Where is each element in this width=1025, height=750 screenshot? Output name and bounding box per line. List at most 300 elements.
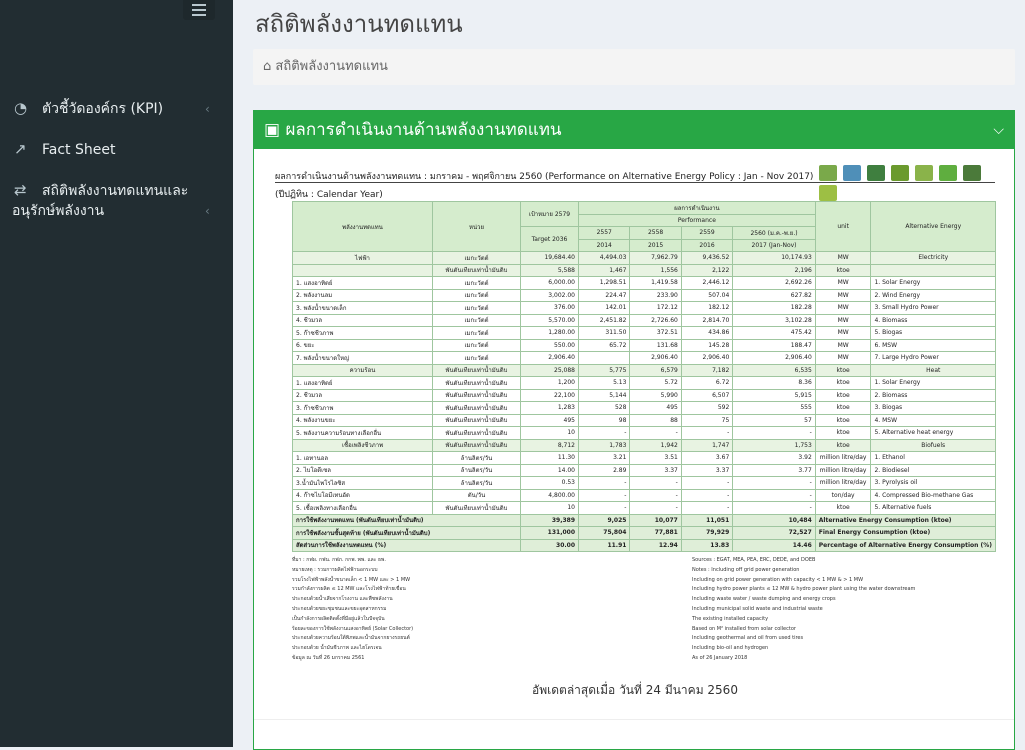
total-row: [293, 539, 996, 552]
table-cell: 5.72: [630, 377, 681, 390]
table-cell: 2. ไบโอดีเซล: [293, 464, 433, 477]
col-target: เป้าหมาย 2579: [521, 202, 579, 227]
table-cell: พันตันเทียบเท่าน้ำมันดิบ: [433, 439, 521, 452]
biomass-icon: [891, 165, 909, 181]
performance-table: [292, 201, 996, 552]
table-cell: 1,200: [521, 377, 579, 390]
table-cell: 188.47: [733, 339, 816, 352]
table-cell: 5,915: [733, 389, 816, 402]
table-cell: 0.53: [521, 477, 579, 490]
note-line: รวมโรงไฟฟ้าพลังน้ำขนาดเล็ก < 1 MW และ > 1 MW: [292, 576, 411, 583]
sidebar-item-fact-sheet[interactable]: ↗ Fact Sheet: [14, 140, 116, 158]
table-cell: พันตันเทียบเท่าน้ำมันดิบ: [433, 264, 521, 277]
table-cell: 182.12: [681, 302, 732, 315]
table-row: [293, 277, 996, 290]
col-performance: Performance: [579, 214, 816, 227]
table-cell: 4. Compressed Bio-methane Gas: [871, 489, 996, 502]
col-unit: unit: [815, 202, 871, 252]
table-cell: 88: [630, 414, 681, 427]
sidebar-item-kpi[interactable]: ◔ ตัวชี้วัดองค์กร (KPI) ‹: [14, 99, 210, 117]
table-cell: million litre/day: [815, 464, 871, 477]
table-cell: 528: [579, 402, 630, 415]
table-cell: -: [630, 489, 681, 502]
col-year: 2559: [681, 227, 732, 240]
table-cell: 8.36: [733, 377, 816, 390]
table-cell: 2. ชีวมวล: [293, 389, 433, 402]
biogas-icon: [915, 165, 933, 181]
table-row: [293, 389, 996, 402]
table-cell: 5,144: [579, 389, 630, 402]
notes-english: [692, 556, 992, 664]
table-row: [293, 314, 996, 327]
table-cell: -: [733, 502, 816, 515]
report-subtitle: (ปีปฏิทิน : Calendar Year): [275, 190, 383, 200]
table-cell: 9,025: [579, 514, 630, 527]
table-cell: ktoe: [815, 502, 871, 515]
table-cell: MW: [815, 277, 871, 290]
table-cell: การใช้พลังงานขั้นสุดท้าย (พันตันเทียบเท่าน้ำมันดิบ): [293, 527, 521, 540]
table-cell: -: [630, 502, 681, 515]
table-cell: 5. Biogas: [871, 327, 996, 340]
table-cell: -: [630, 427, 681, 440]
table-cell: MW: [815, 252, 871, 265]
table-cell: 592: [681, 402, 732, 415]
table-cell: 131.68: [630, 339, 681, 352]
table-cell: 3. Pyrolysis oil: [871, 477, 996, 490]
table-cell: 10,174.93: [733, 252, 816, 265]
exchange-icon: ⇄: [14, 181, 27, 199]
table-cell: 75: [681, 414, 732, 427]
table-cell: 2. Biomass: [871, 389, 996, 402]
table-cell: -: [681, 427, 732, 440]
table-row: [293, 477, 996, 490]
breadcrumb-item[interactable]: สถิติพลังงานทดแทน: [275, 59, 388, 74]
table-cell: 3,002.00: [521, 289, 579, 302]
table-cell: 5. เชื้อเพลิงทางเลือกอื่น: [293, 502, 433, 515]
col-result: ผลการดำเนินงาน: [579, 202, 816, 215]
table-cell: 19,684.40: [521, 252, 579, 265]
report-title: ผลการดำเนินงานด้านพลังงานทดแทน : มกราคม - พฤศจิกายน 2560 (Performance on Alternative Energy Policy : Jan - Nov 2017): [275, 172, 814, 182]
table-cell: -: [579, 502, 630, 515]
table-cell: 4. Biomass: [871, 314, 996, 327]
table-cell: 7,962.79: [630, 252, 681, 265]
chevron-left-icon: ‹: [205, 204, 210, 218]
table-cell: 2. Wind Energy: [871, 289, 996, 302]
col-alt: Alternative Energy: [871, 202, 996, 252]
table-cell: 65.72: [579, 339, 630, 352]
table-cell: -: [579, 427, 630, 440]
table-cell: MW: [815, 314, 871, 327]
table-cell: 4,494.03: [579, 252, 630, 265]
table-cell: 3. Small Hydro Power: [871, 302, 996, 315]
fuel-icon: [819, 185, 837, 201]
recycle-icon: [939, 165, 957, 181]
table-cell: เมกะวัตต์: [433, 252, 521, 265]
table-cell: เมกะวัตต์: [433, 314, 521, 327]
table-cell: 3.37: [630, 464, 681, 477]
table-cell: 5. พลังงานความร้อนทางเลือกอื่น: [293, 427, 433, 440]
table-cell: 5. Alternative heat energy: [871, 427, 996, 440]
col-target-en: Target 2036: [521, 227, 579, 252]
table-cell: 5,588: [521, 264, 579, 277]
table-row: [293, 377, 996, 390]
table-cell: million litre/day: [815, 452, 871, 465]
table-cell: 12.94: [630, 539, 681, 552]
table-cell: 6,535: [733, 364, 816, 377]
table-cell: 2,906.40: [681, 352, 732, 365]
table-cell: 6. ขยะ: [293, 339, 433, 352]
table-cell: 2,446.12: [681, 277, 732, 290]
table-cell: 627.82: [733, 289, 816, 302]
table-cell: 3. ก๊าซชีวภาพ: [293, 402, 433, 415]
table-cell: 6.72: [681, 377, 732, 390]
col-year: 2558: [630, 227, 681, 240]
table-cell: 6. MSW: [871, 339, 996, 352]
table-cell: 372.51: [630, 327, 681, 340]
table-row: [293, 464, 996, 477]
table-row: [293, 502, 996, 515]
table-cell: 434.86: [681, 327, 732, 340]
table-row: [293, 339, 996, 352]
table-cell: 3.51: [630, 452, 681, 465]
table-cell: ktoe: [815, 364, 871, 377]
table-cell: 8,712: [521, 439, 579, 452]
table-cell: ktoe: [815, 414, 871, 427]
table-cell: -: [681, 489, 732, 502]
col-energy: พลังงานทดแทน: [293, 202, 433, 252]
energy-icons: [819, 165, 999, 205]
table-cell: ล้านลิตร/วัน: [433, 477, 521, 490]
table-cell: -: [630, 477, 681, 490]
table-cell: เชื้อเพลิงชีวภาพ: [293, 439, 433, 452]
table-row: [293, 364, 996, 377]
table-row: [293, 327, 996, 340]
performance-report-image: [272, 163, 999, 698]
table-cell: 1,419.58: [630, 277, 681, 290]
table-cell: 311.50: [579, 327, 630, 340]
table-cell: 75,804: [579, 527, 630, 540]
table-cell: 10: [521, 502, 579, 515]
note-line: Including municipal solid waste and industrial waste: [692, 605, 823, 612]
note-line: Including on grid power generation with capacity < 1 MW & > 1 MW: [692, 576, 864, 583]
table-cell: 10: [521, 427, 579, 440]
table-cell: 25,088: [521, 364, 579, 377]
table-cell: 98: [579, 414, 630, 427]
table-cell: 6,579: [630, 364, 681, 377]
table-cell: พันตันเทียบเท่าน้ำมันดิบ: [433, 377, 521, 390]
table-cell: Biofuels: [871, 439, 996, 452]
table-cell: 2,906.40: [521, 352, 579, 365]
note-line: ประกอบด้วยขยะชุมชนและขยะอุตสาหกรรม: [292, 605, 387, 612]
table-row: [293, 252, 996, 265]
table-cell: 131,000: [521, 527, 579, 540]
note-line: Including hydro power plants ≤ 12 MW & hydro power plant using the water downstream: [692, 586, 916, 593]
table-cell: -: [733, 477, 816, 490]
table-cell: Alternative Energy Consumption (ktoe): [815, 514, 995, 527]
line-chart-icon: ↗: [14, 140, 27, 158]
total-row: [293, 527, 996, 540]
table-cell: ktoe: [815, 389, 871, 402]
note-line: Notes : Including off grid power generation: [692, 566, 800, 573]
table-cell: 5. Alternative fuels: [871, 502, 996, 515]
table-cell: 2,692.26: [733, 277, 816, 290]
table-cell: 182.28: [733, 302, 816, 315]
solar-icon: [819, 165, 837, 181]
gift-icon: ▣: [264, 120, 281, 140]
table-cell: สัดส่วนการใช้พลังงานทดแทน (%): [293, 539, 521, 552]
table-cell: 2,814.70: [681, 314, 732, 327]
table-cell: -: [733, 489, 816, 502]
table-cell: 7. Large Hydro Power: [871, 352, 996, 365]
table-cell: 1. Solar Energy: [871, 277, 996, 290]
table-cell: ตัน/วัน: [433, 489, 521, 502]
breadcrumb: [253, 49, 1015, 85]
note-line: Based on M² installed from solar collector: [692, 625, 796, 632]
table-cell: 3,102.28: [733, 314, 816, 327]
table-cell: 11,051: [681, 514, 732, 527]
table-cell: 1,467: [579, 264, 630, 277]
table-row: [293, 402, 996, 415]
table-row: [293, 302, 996, 315]
home-icon[interactable]: ⌂: [263, 59, 272, 74]
table-cell: 6,000.00: [521, 277, 579, 290]
note-line: Including waste water / waste dumping and energy crops: [692, 596, 836, 603]
table-row: [293, 289, 996, 302]
table-cell: MW: [815, 302, 871, 315]
table-cell: เมกะวัตต์: [433, 289, 521, 302]
table-row: [293, 489, 996, 502]
table-cell: [871, 264, 996, 277]
table-cell: การใช้พลังงานทดแทน (พันตันเทียบเท่าน้ำมันดิบ): [293, 514, 521, 527]
table-cell: เมกะวัตต์: [433, 327, 521, 340]
table-cell: MW: [815, 289, 871, 302]
note-line: ประกอบด้วยน้ำเสียจากโรงงาน และพืชพลังงาน: [292, 596, 393, 603]
table-cell: เมกะวัตต์: [433, 339, 521, 352]
table-cell: 3. พลังน้ำขนาดเล็ก: [293, 302, 433, 315]
table-cell: 233.90: [630, 289, 681, 302]
table-cell: 3.37: [681, 464, 732, 477]
table-cell: 507.04: [681, 289, 732, 302]
note-line: Including geothermal and oil from used tires: [692, 635, 804, 642]
collapse-chevron-icon[interactable]: ⌵: [993, 122, 1004, 138]
table-cell: 3.น้ำมันไพโรไลซิส: [293, 477, 433, 490]
col-year: 2557: [579, 227, 630, 240]
table-cell: 2,451.82: [579, 314, 630, 327]
table-cell: ล้านลิตร/วัน: [433, 452, 521, 465]
table-cell: 4. ก๊าซไบโอมีเทนอัด: [293, 489, 433, 502]
table-cell: 3.67: [681, 452, 732, 465]
table-cell: 1,283: [521, 402, 579, 415]
table-cell: พันตันเทียบเท่าน้ำมันดิบ: [433, 427, 521, 440]
table-cell: 2,726.60: [630, 314, 681, 327]
table-cell: 2,906.40: [733, 352, 816, 365]
note-line: ที่มา : กฟผ. กฟน. กฟภ. กกพ. พพ. และ ธพ.: [292, 557, 386, 563]
table-cell: 142.01: [579, 302, 630, 315]
table-cell: พันตันเทียบเท่าน้ำมันดิบ: [433, 364, 521, 377]
table-cell: Final Energy Consumption (ktoe): [815, 527, 995, 540]
table-cell: ktoe: [815, 377, 871, 390]
col-unit-th: หน่วย: [433, 202, 521, 252]
table-cell: 7. พลังน้ำขนาดใหญ่: [293, 352, 433, 365]
content-box: [253, 110, 1015, 750]
col-year: 2560 (ม.ค.-พ.ย.): [733, 227, 816, 240]
table-cell: พันตันเทียบเท่าน้ำมันดิบ: [433, 414, 521, 427]
table-cell: 30.00: [521, 539, 579, 552]
table-cell: 5,990: [630, 389, 681, 402]
table-cell: 14.00: [521, 464, 579, 477]
table-cell: 9,436.52: [681, 252, 732, 265]
table-cell: 1,783: [579, 439, 630, 452]
table-cell: พันตันเทียบเท่าน้ำมันดิบ: [433, 402, 521, 415]
table-cell: 1. แสงอาทิตย์: [293, 377, 433, 390]
table-row: [293, 427, 996, 440]
page-title: สถิติพลังงานทดแทน: [255, 10, 463, 38]
table-cell: [293, 264, 433, 277]
note-line: ข้อมูล ณ วันที่ 26 มกราคม 2561: [292, 654, 365, 661]
table-cell: 77,881: [630, 527, 681, 540]
table-cell: 172.12: [630, 302, 681, 315]
table-cell: 39,389: [521, 514, 579, 527]
table-cell: 376.00: [521, 302, 579, 315]
table-cell: 145.28: [681, 339, 732, 352]
table-cell: -: [579, 477, 630, 490]
table-cell: 2. Biodiesel: [871, 464, 996, 477]
table-cell: 2,122: [681, 264, 732, 277]
table-cell: -: [681, 502, 732, 515]
table-cell: 2,196: [733, 264, 816, 277]
dashboard-icon: ◔: [14, 99, 28, 117]
table-cell: Heat: [871, 364, 996, 377]
table-cell: 5,775: [579, 364, 630, 377]
table-cell: 495: [630, 402, 681, 415]
table-cell: 10,077: [630, 514, 681, 527]
table-cell: 79,929: [681, 527, 732, 540]
table-cell: ktoe: [815, 402, 871, 415]
table-row: [293, 452, 996, 465]
table-cell: 555: [733, 402, 816, 415]
table-cell: 1. Solar Energy: [871, 377, 996, 390]
table-cell: 72,527: [733, 527, 816, 540]
table-cell: -: [681, 477, 732, 490]
table-cell: 3.92: [733, 452, 816, 465]
table-cell: เมกะวัตต์: [433, 277, 521, 290]
table-cell: ความร้อน: [293, 364, 433, 377]
col-year-en: 2016: [681, 239, 732, 252]
total-row: [293, 514, 996, 527]
table-row: [293, 352, 996, 365]
table-cell: MW: [815, 352, 871, 365]
table-cell: 1,280.00: [521, 327, 579, 340]
note-line: The existing installed capacity: [692, 615, 769, 622]
table-cell: 2.89: [579, 464, 630, 477]
main-content: [233, 0, 1025, 747]
note-line: ประกอบด้วย น้ำมันชีวภาพ และไฮโดรเจน: [292, 645, 382, 652]
note-line: Sources : EGAT, MEA, PEA, ERC, DEDE, and DOEB: [692, 557, 816, 563]
table-cell: ton/day: [815, 489, 871, 502]
table-cell: 4. พลังงานขยะ: [293, 414, 433, 427]
table-cell: 4,800.00: [521, 489, 579, 502]
table-cell: 22,100: [521, 389, 579, 402]
table-cell: 1. เอทานอล: [293, 452, 433, 465]
table-row: [293, 439, 996, 452]
note-line: ร้อยละของการใช้พลังงานแสงอาทิตย์ (Solar Collector): [292, 625, 414, 632]
col-year-en: 2017 (Jan-Nov): [733, 239, 816, 252]
note-line: รวมกำลังการผลิต ≤ 12 MW และโรงไฟฟ้าท้ายเขื่อน: [292, 586, 406, 593]
table-cell: 6,507: [681, 389, 732, 402]
table-cell: million litre/day: [815, 477, 871, 490]
table-cell: 11.30: [521, 452, 579, 465]
table-cell: 1. แสงอาทิตย์: [293, 277, 433, 290]
table-cell: 11.91: [579, 539, 630, 552]
sidebar-item-renewable-stats[interactable]: ⇄ สถิติพลังงานทดแทนและ อนุรักษ์พลังงาน ‹: [12, 181, 210, 219]
table-cell: 1,753: [733, 439, 816, 452]
table-cell: 475.42: [733, 327, 816, 340]
col-year-en: 2014: [579, 239, 630, 252]
table-cell: ktoe: [815, 427, 871, 440]
table-cell: 495: [521, 414, 579, 427]
table-cell: 1,556: [630, 264, 681, 277]
table-cell: -: [733, 427, 816, 440]
table-cell: Percentage of Alternative Energy Consumption (%): [815, 539, 995, 552]
box-header: [254, 111, 1014, 149]
table-cell: 1,747: [681, 439, 732, 452]
table-cell: 4. ชีวมวล: [293, 314, 433, 327]
last-updated: อัพเดตล่าสุดเมื่อ วันที่ 24 มีนาคม 2560: [532, 683, 738, 697]
note-line: Including bio-oil and hydrogen: [692, 645, 769, 652]
hydro-icon: [867, 165, 885, 181]
table-cell: 3.77: [733, 464, 816, 477]
table-cell: [579, 352, 630, 365]
table-cell: 224.47: [579, 289, 630, 302]
table-cell: ล้านลิตร/วัน: [433, 464, 521, 477]
table-cell: 1,298.51: [579, 277, 630, 290]
notes-thai: [292, 556, 622, 664]
table-cell: MW: [815, 327, 871, 340]
table-cell: 7,182: [681, 364, 732, 377]
table-cell: 5. ก๊าซชีวภาพ: [293, 327, 433, 340]
table-cell: 3. Biogas: [871, 402, 996, 415]
note-line: ประกอบด้วยความร้อนใต้พิภพและน้ำมันจากยางรถยนต์: [292, 635, 410, 642]
box-title: ผลการดำเนินงานด้านพลังงานทดแทน: [285, 120, 562, 140]
table-cell: 1. Ethanol: [871, 452, 996, 465]
table-cell: 550.00: [521, 339, 579, 352]
table-cell: 5,570.00: [521, 314, 579, 327]
note-line: As of 26 January 2018: [692, 654, 748, 661]
table-cell: 13.83: [681, 539, 732, 552]
table-row: [293, 264, 996, 277]
table-cell: เมกะวัตต์: [433, 302, 521, 315]
note-line: เป็นกำลังการผลิตติดตั้งที่มีอยู่แล้วในปัจจุบัน: [292, 615, 385, 622]
table-cell: 57: [733, 414, 816, 427]
table-cell: 5.13: [579, 377, 630, 390]
table-row: [293, 414, 996, 427]
col-year-en: 2015: [630, 239, 681, 252]
table-cell: 14.46: [733, 539, 816, 552]
table-cell: 3.21: [579, 452, 630, 465]
table-cell: -: [579, 489, 630, 502]
table-cell: ktoe: [815, 439, 871, 452]
note-line: หมายเหตุ : รวมการผลิตไฟฟ้านอกระบบ: [292, 566, 378, 573]
table-cell: 4. MSW: [871, 414, 996, 427]
table-cell: 1,942: [630, 439, 681, 452]
menu-toggle-icon[interactable]: [183, 0, 215, 20]
table-cell: ไฟฟ้า: [293, 252, 433, 265]
table-cell: พันตันเทียบเท่าน้ำมันดิบ: [433, 502, 521, 515]
plant-icon: [963, 165, 981, 181]
table-cell: พันตันเทียบเท่าน้ำมันดิบ: [433, 389, 521, 402]
table-cell: Electricity: [871, 252, 996, 265]
chevron-left-icon: ‹: [205, 102, 210, 116]
